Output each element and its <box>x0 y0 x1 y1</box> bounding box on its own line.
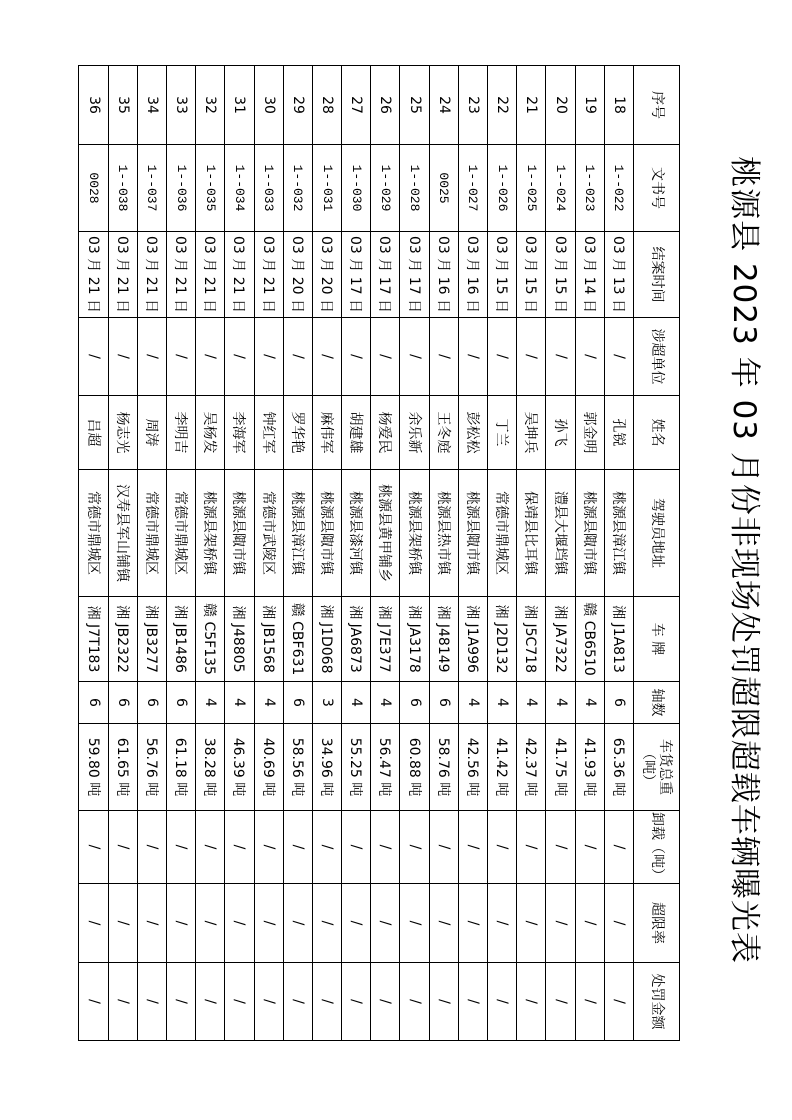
cell-plate: 湘 JA3178 <box>400 597 429 682</box>
cell-unit: / <box>196 318 225 396</box>
cell-name: 麻伟军 <box>312 396 341 470</box>
cell-plate: 湘 J7T183 <box>79 597 108 682</box>
cell-unit: / <box>312 318 341 396</box>
cell-doc-no: 0028 <box>79 145 108 232</box>
cell-close-date: 03 月 16 日 <box>458 232 487 318</box>
cell-seq: 22 <box>488 66 517 145</box>
cell-gross-weight: 42.37 吨 <box>517 724 546 811</box>
cell-axles: 4 <box>458 682 487 724</box>
cell-gross-weight: 56.76 吨 <box>137 724 166 811</box>
cell-plate: 湘 JB3277 <box>137 597 166 682</box>
cell-axles: 6 <box>79 682 108 724</box>
cell-over-rate: / <box>137 884 166 963</box>
cell-gross-weight: 41.42 吨 <box>488 724 517 811</box>
table-body <box>79 66 634 1041</box>
cell-seq: 30 <box>254 66 283 145</box>
cell-seq: 26 <box>371 66 400 145</box>
cell-fine: / <box>458 963 487 1041</box>
cell-doc-no: 1--028 <box>400 145 429 232</box>
cell-name: 杨爱民 <box>371 396 400 470</box>
cell-fine: / <box>254 963 283 1041</box>
cell-driver-address: 桃源县漆河镇 <box>342 470 371 597</box>
cell-close-date: 03 月 21 日 <box>254 232 283 318</box>
cell-plate: 赣 CBF631 <box>283 597 312 682</box>
cell-close-date: 03 月 21 日 <box>137 232 166 318</box>
cell-driver-address: 汉寿县军山铺镇 <box>108 470 137 597</box>
cell-axles: 6 <box>108 682 137 724</box>
cell-plate: 湘 JB1568 <box>254 597 283 682</box>
cell-unit: / <box>604 318 633 396</box>
cell-name: 钟红军 <box>254 396 283 470</box>
cell-axles: 6 <box>137 682 166 724</box>
cell-doc-no: 1--026 <box>488 145 517 232</box>
cell-plate: 湘 J1A996 <box>458 597 487 682</box>
cell-plate: 湘 JA6873 <box>342 597 371 682</box>
cell-name: 胡建雄 <box>342 396 371 470</box>
cell-over-rate: / <box>167 884 196 963</box>
cell-gross-weight: 38.28 吨 <box>196 724 225 811</box>
cell-unload: / <box>517 811 546 884</box>
cell-driver-address: 桃源县漳江镇 <box>283 470 312 597</box>
cell-driver-address: 桃源县陬市镇 <box>575 470 604 597</box>
cell-driver-address: 桃源县架桥镇 <box>400 470 429 597</box>
table-row <box>196 66 225 1041</box>
cell-unit: / <box>167 318 196 396</box>
cell-driver-address: 保靖县比耳镇 <box>517 470 546 597</box>
cell-unit: / <box>488 318 517 396</box>
page-title: 桃源县 2023 年 03 月份非现场处罚超限超载车辆曝光表 <box>726 156 762 964</box>
cell-unload: / <box>225 811 254 884</box>
overload-vehicle-table <box>78 65 680 1041</box>
cell-doc-no: 0025 <box>429 145 458 232</box>
cell-name: 吴杨发 <box>196 396 225 470</box>
table-row <box>429 66 458 1041</box>
header-axles: 轴数 <box>634 682 680 724</box>
cell-name: 李海军 <box>225 396 254 470</box>
cell-name: 丁兰 <box>488 396 517 470</box>
cell-unit: / <box>517 318 546 396</box>
cell-gross-weight: 58.56 吨 <box>283 724 312 811</box>
cell-fine: / <box>488 963 517 1041</box>
cell-driver-address: 桃源县陬市镇 <box>312 470 341 597</box>
cell-unit: / <box>371 318 400 396</box>
cell-plate: 赣 CB6510 <box>575 597 604 682</box>
cell-axles: 4 <box>371 682 400 724</box>
cell-seq: 19 <box>575 66 604 145</box>
table-row <box>604 66 633 1041</box>
cell-unload: / <box>575 811 604 884</box>
cell-unit: / <box>225 318 254 396</box>
cell-over-rate: / <box>108 884 137 963</box>
cell-fine: / <box>342 963 371 1041</box>
cell-fine: / <box>137 963 166 1041</box>
cell-unload: / <box>167 811 196 884</box>
cell-close-date: 03 月 15 日 <box>488 232 517 318</box>
cell-driver-address: 桃源县陬市镇 <box>458 470 487 597</box>
cell-name: 彭松松 <box>458 396 487 470</box>
cell-seq: 32 <box>196 66 225 145</box>
cell-doc-no: 1--032 <box>283 145 312 232</box>
cell-unload: / <box>254 811 283 884</box>
cell-driver-address: 澧县大堰垱镇 <box>546 470 575 597</box>
table-row <box>517 66 546 1041</box>
cell-seq: 29 <box>283 66 312 145</box>
table-row <box>312 66 341 1041</box>
cell-close-date: 03 月 21 日 <box>225 232 254 318</box>
cell-gross-weight: 55.25 吨 <box>342 724 371 811</box>
cell-driver-address: 桃源县陬市镇 <box>225 470 254 597</box>
cell-gross-weight: 58.76 吨 <box>429 724 458 811</box>
cell-over-rate: / <box>400 884 429 963</box>
cell-doc-no: 1--022 <box>604 145 633 232</box>
cell-plate: 湘 J1D068 <box>312 597 341 682</box>
cell-fine: / <box>517 963 546 1041</box>
header-fine: 处罚金额 <box>634 963 680 1041</box>
cell-close-date: 03 月 17 日 <box>371 232 400 318</box>
cell-doc-no: 1--037 <box>137 145 166 232</box>
cell-gross-weight: 56.47 吨 <box>371 724 400 811</box>
table-row <box>458 66 487 1041</box>
cell-axles: 4 <box>575 682 604 724</box>
cell-axles: 6 <box>167 682 196 724</box>
cell-over-rate: / <box>312 884 341 963</box>
table-row <box>283 66 312 1041</box>
cell-fine: / <box>283 963 312 1041</box>
cell-unit: / <box>575 318 604 396</box>
cell-doc-no: 1--031 <box>312 145 341 232</box>
cell-plate: 湘 J1A813 <box>604 597 633 682</box>
cell-plate: 湘 J48805 <box>225 597 254 682</box>
cell-fine: / <box>371 963 400 1041</box>
cell-over-rate: / <box>254 884 283 963</box>
cell-axles: 6 <box>283 682 312 724</box>
cell-plate: 湘 JA7322 <box>546 597 575 682</box>
cell-close-date: 03 月 21 日 <box>167 232 196 318</box>
cell-doc-no: 1--035 <box>196 145 225 232</box>
cell-fine: / <box>604 963 633 1041</box>
cell-doc-no: 1--038 <box>108 145 137 232</box>
cell-plate: 湘 J5C718 <box>517 597 546 682</box>
cell-over-rate: / <box>283 884 312 963</box>
header-unit: 涉超单位 <box>634 318 680 396</box>
cell-over-rate: / <box>79 884 108 963</box>
table-row <box>342 66 371 1041</box>
cell-seq: 23 <box>458 66 487 145</box>
cell-name: 吕超 <box>79 396 108 470</box>
cell-gross-weight: 60.88 吨 <box>400 724 429 811</box>
cell-unit: / <box>283 318 312 396</box>
cell-close-date: 03 月 17 日 <box>342 232 371 318</box>
table-row <box>546 66 575 1041</box>
header-over-rate: 超限率 <box>634 884 680 963</box>
cell-driver-address: 桃源县热市镇 <box>429 470 458 597</box>
cell-name: 周涛 <box>137 396 166 470</box>
cell-unit: / <box>342 318 371 396</box>
cell-seq: 25 <box>400 66 429 145</box>
table-row <box>108 66 137 1041</box>
cell-driver-address: 常德市鼎城区 <box>488 470 517 597</box>
cell-seq: 28 <box>312 66 341 145</box>
cell-over-rate: / <box>371 884 400 963</box>
cell-fine: / <box>225 963 254 1041</box>
cell-close-date: 03 月 21 日 <box>108 232 137 318</box>
cell-unit: / <box>79 318 108 396</box>
cell-close-date: 03 月 21 日 <box>196 232 225 318</box>
cell-fine: / <box>429 963 458 1041</box>
cell-seq: 24 <box>429 66 458 145</box>
cell-gross-weight: 59.80 吨 <box>79 724 108 811</box>
cell-axles: 6 <box>400 682 429 724</box>
cell-name: 孔锐 <box>604 396 633 470</box>
cell-fine: / <box>546 963 575 1041</box>
cell-over-rate: / <box>604 884 633 963</box>
cell-name: 罗华艳 <box>283 396 312 470</box>
cell-unload: / <box>488 811 517 884</box>
cell-fine: / <box>108 963 137 1041</box>
cell-seq: 36 <box>79 66 108 145</box>
cell-axles: 4 <box>488 682 517 724</box>
cell-close-date: 03 月 15 日 <box>517 232 546 318</box>
cell-fine: / <box>575 963 604 1041</box>
cell-axles: 4 <box>546 682 575 724</box>
cell-driver-address: 常德市鼎城区 <box>137 470 166 597</box>
cell-doc-no: 1--027 <box>458 145 487 232</box>
cell-gross-weight: 65.36 吨 <box>604 724 633 811</box>
table-row <box>137 66 166 1041</box>
cell-doc-no: 1--036 <box>167 145 196 232</box>
cell-over-rate: / <box>342 884 371 963</box>
header-close-date: 结案时间 <box>634 232 680 318</box>
cell-driver-address: 桃源县架桥镇 <box>196 470 225 597</box>
cell-axles: 3 <box>312 682 341 724</box>
cell-doc-no: 1--030 <box>342 145 371 232</box>
cell-gross-weight: 61.18 吨 <box>167 724 196 811</box>
cell-unit: / <box>546 318 575 396</box>
table-row <box>167 66 196 1041</box>
cell-gross-weight: 41.93 吨 <box>575 724 604 811</box>
table-row <box>79 66 108 1041</box>
cell-unit: / <box>400 318 429 396</box>
cell-over-rate: / <box>517 884 546 963</box>
cell-doc-no: 1--033 <box>254 145 283 232</box>
cell-unload: / <box>79 811 108 884</box>
cell-name: 杨志光 <box>108 396 137 470</box>
header-name: 姓名 <box>634 396 680 470</box>
cell-plate: 湘 J7E377 <box>371 597 400 682</box>
header-driver-address: 驾驶员地址 <box>634 470 680 597</box>
cell-doc-no: 1--034 <box>225 145 254 232</box>
cell-plate: 湘 J2D132 <box>488 597 517 682</box>
cell-unit: / <box>458 318 487 396</box>
cell-unit: / <box>137 318 166 396</box>
cell-axles: 4 <box>342 682 371 724</box>
header-doc-no: 文书号 <box>634 145 680 232</box>
cell-seq: 31 <box>225 66 254 145</box>
cell-unload: / <box>196 811 225 884</box>
cell-fine: / <box>312 963 341 1041</box>
cell-over-rate: / <box>575 884 604 963</box>
cell-plate: 赣 C5F135 <box>196 597 225 682</box>
cell-seq: 21 <box>517 66 546 145</box>
cell-plate: 湘 JB1486 <box>167 597 196 682</box>
cell-plate: 湘 J48149 <box>429 597 458 682</box>
cell-over-rate: / <box>488 884 517 963</box>
cell-fine: / <box>196 963 225 1041</box>
table-header-row <box>634 66 680 1041</box>
header-gross-weight: 车货总重（吨） <box>634 724 680 811</box>
table-row <box>225 66 254 1041</box>
cell-driver-address: 常德市鼎城区 <box>79 470 108 597</box>
cell-unload: / <box>458 811 487 884</box>
cell-name: 王冬庭 <box>429 396 458 470</box>
table-row <box>400 66 429 1041</box>
cell-over-rate: / <box>546 884 575 963</box>
cell-unload: / <box>371 811 400 884</box>
cell-axles: 4 <box>196 682 225 724</box>
header-plate: 车 牌 <box>634 597 680 682</box>
header-seq: 序号 <box>634 66 680 145</box>
cell-axles: 4 <box>254 682 283 724</box>
cell-axles: 4 <box>225 682 254 724</box>
cell-name: 李明吉 <box>167 396 196 470</box>
cell-name: 吴坤兵 <box>517 396 546 470</box>
cell-close-date: 03 月 20 日 <box>312 232 341 318</box>
cell-axles: 6 <box>604 682 633 724</box>
cell-axles: 6 <box>429 682 458 724</box>
cell-close-date: 03 月 14 日 <box>575 232 604 318</box>
cell-unload: / <box>429 811 458 884</box>
cell-unit: / <box>254 318 283 396</box>
cell-unit: / <box>429 318 458 396</box>
cell-over-rate: / <box>196 884 225 963</box>
table-row <box>371 66 400 1041</box>
cell-doc-no: 1--023 <box>575 145 604 232</box>
cell-doc-no: 1--024 <box>546 145 575 232</box>
cell-close-date: 03 月 13 日 <box>604 232 633 318</box>
cell-driver-address: 常德市武陵区 <box>254 470 283 597</box>
cell-fine: / <box>400 963 429 1041</box>
cell-unload: / <box>108 811 137 884</box>
cell-name: 孙飞 <box>546 396 575 470</box>
cell-plate: 湘 JB2322 <box>108 597 137 682</box>
cell-close-date: 03 月 15 日 <box>546 232 575 318</box>
cell-over-rate: / <box>225 884 254 963</box>
cell-axles: 4 <box>517 682 546 724</box>
cell-gross-weight: 61.65 吨 <box>108 724 137 811</box>
cell-doc-no: 1--025 <box>517 145 546 232</box>
cell-fine: / <box>167 963 196 1041</box>
cell-fine: / <box>79 963 108 1041</box>
cell-name: 余乐新 <box>400 396 429 470</box>
cell-driver-address: 桃源县漳江镇 <box>604 470 633 597</box>
cell-gross-weight: 34.96 吨 <box>312 724 341 811</box>
cell-seq: 27 <box>342 66 371 145</box>
cell-gross-weight: 42.56 吨 <box>458 724 487 811</box>
cell-unload: / <box>400 811 429 884</box>
table-row <box>488 66 517 1041</box>
cell-close-date: 03 月 16 日 <box>429 232 458 318</box>
cell-gross-weight: 40.69 吨 <box>254 724 283 811</box>
cell-unload: / <box>283 811 312 884</box>
cell-doc-no: 1--029 <box>371 145 400 232</box>
cell-over-rate: / <box>429 884 458 963</box>
cell-unload: / <box>137 811 166 884</box>
cell-unload: / <box>604 811 633 884</box>
cell-close-date: 03 月 17 日 <box>400 232 429 318</box>
cell-unload: / <box>546 811 575 884</box>
cell-unload: / <box>312 811 341 884</box>
cell-seq: 35 <box>108 66 137 145</box>
cell-close-date: 03 月 20 日 <box>283 232 312 318</box>
cell-close-date: 03 月 21 日 <box>79 232 108 318</box>
cell-seq: 20 <box>546 66 575 145</box>
cell-name: 郭金明 <box>575 396 604 470</box>
cell-gross-weight: 46.39 吨 <box>225 724 254 811</box>
cell-seq: 18 <box>604 66 633 145</box>
cell-unit: / <box>108 318 137 396</box>
table-row <box>254 66 283 1041</box>
header-unload: 卸载（吨） <box>634 811 680 884</box>
cell-gross-weight: 41.75 吨 <box>546 724 575 811</box>
cell-driver-address: 常德市鼎城区 <box>167 470 196 597</box>
cell-driver-address: 桃源县黄甲铺乡 <box>371 470 400 597</box>
cell-seq: 34 <box>137 66 166 145</box>
cell-seq: 33 <box>167 66 196 145</box>
cell-over-rate: / <box>458 884 487 963</box>
table-row <box>575 66 604 1041</box>
cell-unload: / <box>342 811 371 884</box>
